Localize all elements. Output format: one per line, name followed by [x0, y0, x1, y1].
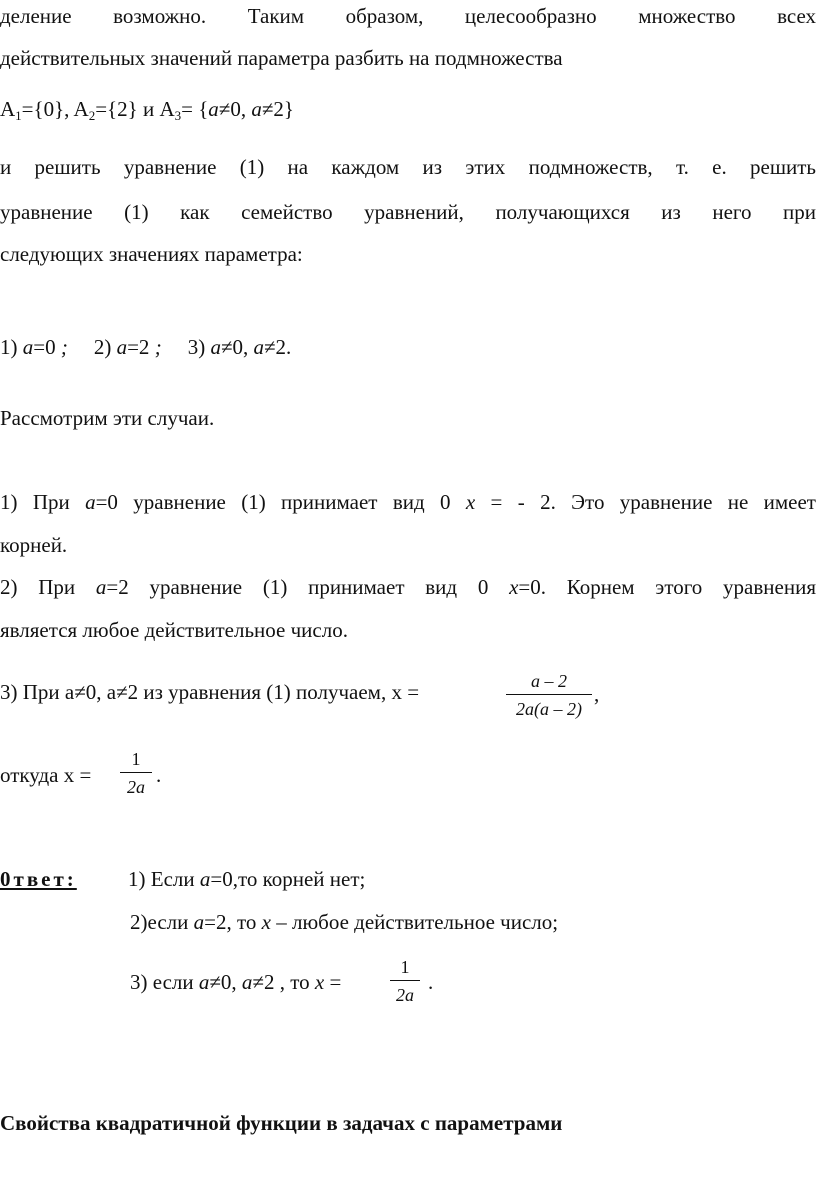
set-a1: $A_1=\{0\}$, — [0, 97, 74, 123]
set-a3: $A_3= \{a\ne 0$, a≠2} — [159, 97, 294, 123]
paragraph-line: следующих значениях параметра: — [0, 242, 303, 266]
case2-line: 2) При a=2 уравнение (1) принимает вид 0 x=0. Корнем этого уравнения — [0, 575, 816, 599]
case3-fraction — [506, 672, 592, 718]
answer-line-3: 3) если a≠0, a≠2 , то x = — [130, 970, 342, 994]
case1-line2: корней. — [0, 533, 68, 557]
cases-list — [0, 337, 816, 358]
fraction-numerator: a – 2 — [531, 671, 567, 691]
case-item: 3) a≠0, a≠2. — [187, 335, 292, 359]
case-item: 1) a=0 ; — [0, 335, 68, 359]
paragraph-line: и решить уравнение (1) на каждом из этих подмножеств, т. е. решить — [0, 155, 816, 179]
answer-period: . — [428, 970, 434, 994]
fraction-denominator: 2a(a – 2) — [516, 699, 582, 719]
case-item: 2) a=2 ; — [93, 335, 162, 359]
fraction-bar — [120, 772, 152, 773]
sets-definition — [0, 97, 816, 123]
answer-fraction — [390, 958, 420, 1004]
fraction-numerator: 1 — [131, 749, 141, 769]
hence-fraction — [120, 750, 152, 796]
section-heading: Свойства квадратичной функции в задачах с параметрами — [0, 1111, 563, 1135]
fraction-denominator: 2a — [396, 985, 414, 1005]
set-a2: $A_2=\{2\}$ и — [73, 97, 160, 123]
answer-label: 0твет: — [0, 867, 77, 891]
fraction-denominator: 2a — [127, 777, 145, 797]
hence-text: откуда x = — [0, 763, 92, 787]
case2-line2: является любое действительное число. — [0, 618, 348, 642]
paragraph-line: уравнение (1) как семейство уравнений, получающихся из него при — [0, 200, 816, 224]
fraction-bar — [390, 980, 420, 981]
paragraph-line: действительных значений параметра разбить на подмножества — [0, 46, 563, 70]
case3-comma: , — [594, 682, 600, 706]
fraction-bar — [506, 694, 592, 695]
fraction-numerator: 1 — [400, 957, 410, 977]
answer-line-1: 1) Если a=0,то корней нет; — [128, 867, 366, 891]
case3-text: 3) При a≠0, a≠2 из уравнения (1) получаем, x = — [0, 680, 420, 704]
case1-line: 1) При a=0 уравнение (1) принимает вид 0 x = - 2. Это уравнение не имеет — [0, 490, 816, 514]
paragraph-line: деление возможно. Таким образом, целесообразно множество всех — [0, 4, 816, 28]
answer-line-2: 2)если a=2, то x – любое действительное число; — [130, 910, 559, 934]
hence-period: . — [156, 763, 162, 787]
consider-text: Рассмотрим эти случаи. — [0, 406, 215, 430]
